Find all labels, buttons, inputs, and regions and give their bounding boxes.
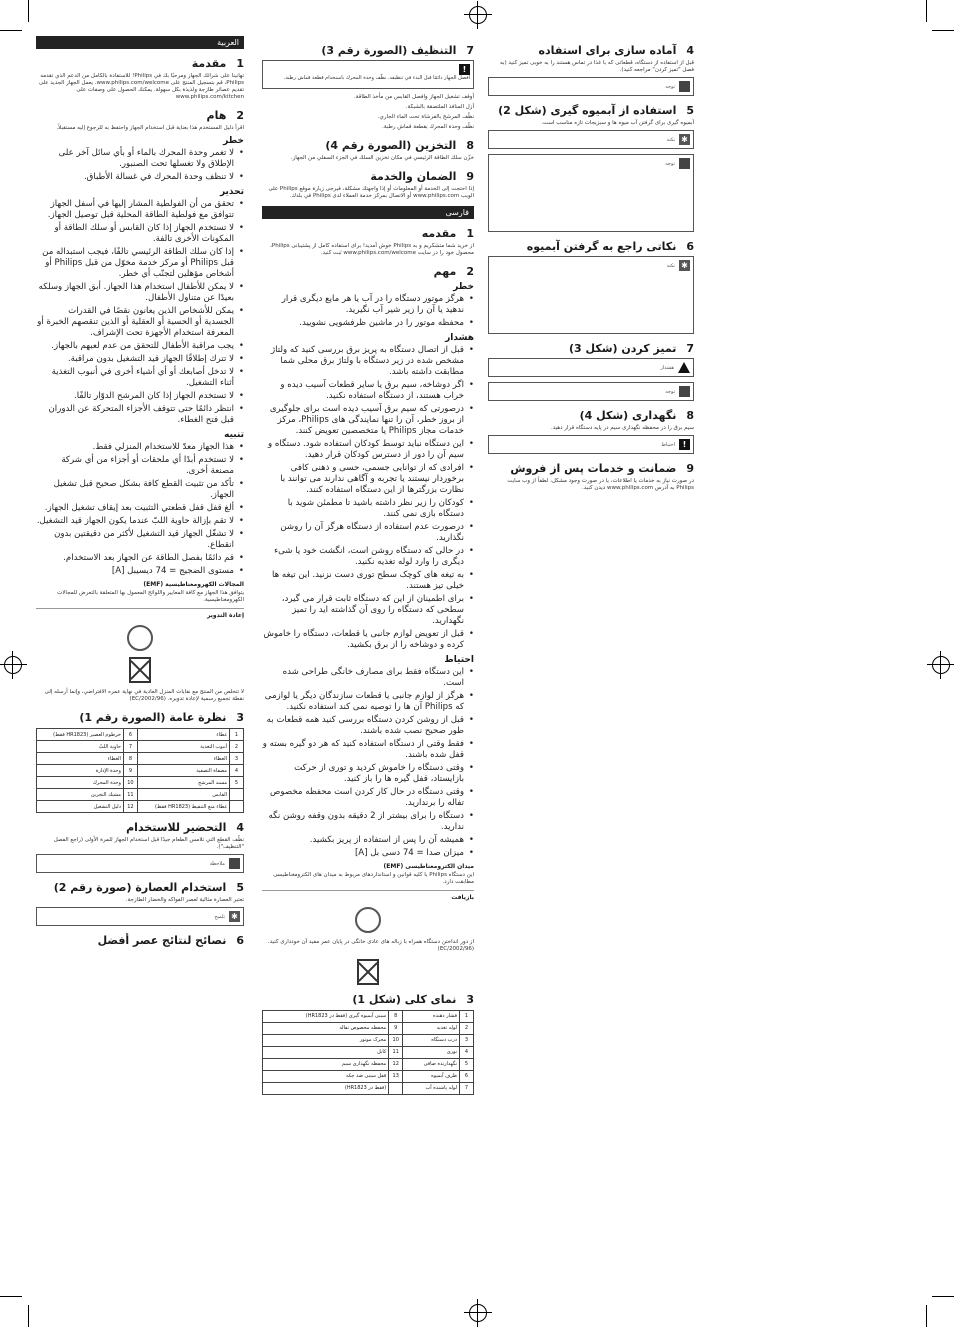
caution-label: احتیاط [444,654,474,665]
note-icon [229,858,240,869]
prep-text: قبل از استفاده از دستگاه، قطعاتی که با غذا در تماس هستند را به خوبی تمیز کنید (به فصل "تمیز کردن" مراجعه کنید). [500,60,694,73]
snowflake-tip-icon: ✱ [229,911,240,922]
clean-step: أوقف تشغيل الجهاز وافصل القابس من مأخذ الطاقة. [354,93,474,100]
section-heading: 8التخزين (الصورة رقم 4) [325,138,474,152]
registration-mark-icon [469,1304,487,1322]
crop-mark [926,0,927,22]
table-row: 3 درب دستگاه 10 محرک موتور [263,1034,474,1046]
caution-item: • ألغ قفل قفل قطعتي التثبيت بعد إيقاف تشغيل الجهاز. [36,503,244,514]
crop-mark [28,0,29,22]
intro-text: از خرید شما متشکریم و به Philips خوش آمدید! برای استفاده کامل از پشتیبانی Philips، محصول خود را در سایت www.philips.com/welcome ثبت کنید. [270,242,474,256]
table-row: 1 فشار دهنده 8 سینی آبمیوه گیری (فقط در HR1823) [263,1010,474,1022]
section-heading: 2هام [206,109,244,122]
note-icon [679,81,690,92]
crop-mark [0,30,22,31]
intro-text: تهانينا على شرائك الجهاز ومرحبًا بك في Philips! للاستفادة بالكامل من الدعم الذي تقدمه Philips، قم بتسجيل المنتج على www.philips.com/welcome. يعمل الجهاز الجديد على تقديم عصائر طازجة ولذيذة بكل سهولة. يمكنك الحصول على وصفات على www.philips.com/kitchen [38,73,244,100]
emf-text: این دستگاه Philips با کلیه قوانین و استانداردهای مربوط به میدان های الکترومغناطیسی مطابقت دارد. [273,871,474,885]
warning-item: • این دستگاه نباید توسط کودکان استفاده شود. دستگاه و سیم آن را دور از دسترس کودکان قرار دهید. [262,439,474,461]
crop-mark [0,1296,22,1297]
warning-item: • درصورت عدم استفاده از دستگاه هرگز آن را روشن نگذارید. [262,522,474,544]
recycle-icon [355,907,381,933]
note-box: توجه [488,382,694,401]
warning-item: • لا تستخدم الجهاز إذا كان المرشح الدوّار تالفًا. [36,391,244,402]
emf-text: يتوافق هذا الجهاز مع كافة المعايير واللوائح المعمول بها المتعلقة بالتعرض للمجالات الكهرومغناطيسية. [57,590,244,603]
table-row: 2 لوله تغذیه 9 محفظه مخصوص تفاله [263,1022,474,1034]
caution-item: • هرگز از لوازم جانبی یا قطعات سازندگان دیگر یا لوازمی که Philips آن ها را توصیه نمی کند استفاده نکنید. [262,691,474,713]
warning-item: • اگر دوشاخه، سیم برق یا سایر قطعات آسیب دیده و خراب هستند، از دستگاه استفاده نکنید. [262,380,474,402]
recycle-text: لا تتخلص من المنتج مع نفايات المنزل العادية في نهاية عمره الافتراضي، وإنما أرسله إلى نقطة تجميع رسمية لإعادة تدويره. (EC/2002/96) [44,689,244,702]
caution-item: • لا تشغّل الجهاز قيد التشغيل لأكثر من دقيقتين بدون انقطاع. [36,529,244,551]
table-row: 5 مسند المرشح 10 وحدة المحرك [37,777,244,789]
caution-item: • میزان صدا = 74 دسی بل [A] [262,848,474,859]
section-heading: 7تمیز کردن (شکل 3) [568,342,694,355]
tips-box: ✱نکته [488,256,694,334]
recycle-text: از دور انداختن دستگاه همراه با زباله های عادی خانگی در پایان عمر مفید آن خودداری کنید. (EC/2002/96) [267,938,474,952]
table-row: غطاء منع التنقيط (HR1823 فقط) 12 دليل التشغيل [37,801,244,813]
warning-item: • قبل از تعویض لوازم جانبی یا قطعات، دستگاه را خاموش کرده و دوشاخه را از برق بکشید. [262,629,474,651]
recycle-icon [127,625,153,651]
warning-item: • لا تستخدم الجهاز إذا كان القابس أو سلك الطاقة أو المكونات الأخرى تالفة. [36,223,244,245]
section-heading: 1مقدمة [191,57,244,70]
table-row: 2 أنبوب التغذية 7 حاوية اللبّ [37,741,244,753]
caution-box [262,60,474,89]
table-row: 4 مصفاة التصفية 9 وحدة الإدارة [37,765,244,777]
language-label: فارسی [262,206,474,219]
note-box: ملاحظة [36,854,244,873]
snowflake-tip-icon: ✱ [679,260,690,271]
caution-icon: ! [459,64,470,75]
overview-table [36,728,244,813]
caution-item: • دستگاه را برای بیشتر از 2 دقیقه بدون وقفه روشن نگه ندارید. [262,811,474,833]
crop-mark [932,30,954,31]
warning-item: • برای اطمینان از این که دستگاه ثابت قرار می گیرد، سطحی که دستگاه را روی آن گذاشته اید را تمیز نگهدارید. [262,594,474,627]
snowflake-tip-icon: ✱ [679,134,690,145]
storage-text: سیم برق را در محفظه نگهداری سیم در پایه دستگاه قرار دهید. [550,425,694,431]
emf-title: المجالات الكهرومغناطيسية (EMF) [143,581,244,588]
prep-text: نظّف القطع التي تلامس الطعام جيدًا قبل استخدام الجهاز للمرة الأولى (راجع الفصل "التنظيف"). [53,837,244,850]
warning-item: • به تیغه های کوچک سطح توری دست نزنید. این تیغه ها خیلی تیز هستند. [262,570,474,592]
section-heading: 6نصائح لنتائج عصر أفضل [97,934,244,947]
section-heading: 4التحضير للاستخدام [126,821,244,834]
danger-label: خطر [223,136,244,146]
tip-box: ✱تلميح [36,907,244,926]
clean-step: أزل المنافذ الملتصقة بالشبكة. [405,103,474,110]
warning-item: • قبل از اتصال دستگاه به پریز برق بررسی کنید که ولتاژ مشخص شده در زیر دستگاه با ولتاژ برق محلی شما مطابقت داشته باشد. [262,345,474,378]
section-heading: 8نگهداری (شکل 4) [579,409,694,422]
middle-column [262,36,474,1099]
warning-item: • لا تترك إطلاقًا الجهاز قيد التشغيل بدون مراقبة. [36,354,244,365]
section-heading: 9الضمان والخدمة [370,169,474,183]
table-row: 4 توری 11 کابل [263,1046,474,1058]
warning-triangle-icon [678,362,690,373]
caution-item: • وقتی دستگاه را خاموش کردید و توری از حرکت بازایستاد، قفل گیره ها را باز کنید. [262,763,474,785]
warning-item: • تحقق من أن الفولطية المشار إليها في أسفل الجهاز تتوافق مع فولطية الطاقة المحلية قبل توصيل الجهاز. [36,199,244,221]
warning-item: • انتظر دائمًا حتى تتوقف الأجزاء المتحركة عن الدوران قبل فتح الغطاء. [36,404,244,426]
registration-mark-icon [932,656,950,674]
caution-item: • مستوى الضجيج = 74 ديسيبل [A] [36,566,244,577]
caution-item: • وقتی دستگاه در حال کار کردن است محفظه مخصوص تفاله را برندارید. [262,787,474,809]
warning-item: • در حالی که دستگاه روشن است، انگشت خود یا شیء دیگری را وارد لوله تغذیه نکنید. [262,546,474,568]
section-heading: 9ضمانت و خدمات پس از فروش [510,462,694,475]
clean-step: نظّف المرشح بالفرشاة تحت الماء الجاري. [377,113,474,120]
warning-item: • کودکان را زیر نظر داشته باشید تا مطمئن شوید با دستگاه بازی نمی کنند. [262,498,474,520]
note-box: توجه [488,77,694,96]
warning-label: هشدار [445,332,474,343]
caution-item: • لا تقم بإزالة حاوية اللبّ عندما يكون الجهاز قيد التشغيل. [36,516,244,527]
emf-title: میدان الکترومغناطیسی (EMF) [383,862,474,870]
table-row: 1 غطاء 6 خرطوم العصير (HR1823 فقط) [37,729,244,741]
crop-mark [932,1296,954,1297]
section-heading: 4آماده سازی برای استفاده [538,44,694,57]
juicer-text: آبمیوه گیری برای گرفتن آب میوه ها و سبزیجات تازه مناسب است. [541,120,694,126]
caution-item: • قبل از روشن کردن دستگاه بررسی کنید همه قطعات به طور صحیح نصب شده باشند. [262,715,474,737]
guarantee-text: إذا احتجت إلى الخدمة أو المعلومات أو إذا واجهتك مشكلة، فيرجى زيارة موقع Philips على الويب www.philips.com أو الاتصال بمركز خدمة العملاء لدى Philips في بلدك. [268,185,474,199]
danger-item: • لا تنظف وحدة المحرك في غسالة الأطباق. [36,172,244,183]
tip-box: ✱نکته [488,130,694,149]
registration-mark-icon [4,656,22,674]
note-box: توجه [488,154,694,232]
danger-label: خطر [453,281,474,292]
crossed-bin-icon [357,959,379,985]
section-heading: 5استخدام العصارة (صورة رقم 2) [53,881,244,894]
danger-item: • لا تغمر وحدة المحرك بالماء أو بأي سائل آخر على الإطلاق ولا تغسلها تحت الصنبور. [36,148,244,170]
caution-icon: ! [679,439,690,450]
caution-item: • هذا الجهاز معدّ للاستخدام المنزلي فقط. [36,442,244,453]
warning-item: • يجب مراقبة الأطفال للتحقق من عدم لعبهم بالجهاز. [36,341,244,352]
storage-text: خزّن سلك الطاقة الرئيسي في مكان تخزين السلك في الجزء السفلي من الجهاز. [290,154,474,161]
section-heading: 3نظرة عامة (الصورة رقم 1) [79,711,244,724]
crop-mark [926,1305,927,1327]
section-heading: 3نمای کلی (شکل 1) [352,992,474,1006]
danger-item: • هرگز موتور دستگاه را در آب یا هر مایع دیگری قرار ندهید یا آن را زیر شیر آب نگیرید. [262,294,474,316]
warning-item: • لا تدخل أصابعك أو أي أشياء أخرى في أنبوب التغذية أثناء التشغيل. [36,367,244,389]
farsi-column [488,36,694,495]
juicer-text: تعتبر العصارة مثالية لعصر الفواكه والخضار الطازجة. [125,897,244,903]
section-heading: 6نکاتی راجع به گرفتن آبمیوه [526,240,694,253]
language-label: العربية [36,36,244,49]
table-row: 5 نگهدارنده صافی 12 محفظه نگهداری سیم [263,1058,474,1070]
crossed-bin-icon [129,657,151,683]
warning-item: • إذا كان سلك الطاقة الرئيسي تالفًا، فيجب استبداله من قبل Philips أو مركز خدمة مخوّل من قبل Philips أو أشخاص مؤهلين لتجنّب أي خطر. [36,247,244,280]
warning-item: • لا يمكن للأطفال استخدام هذا الجهاز. أبق الجهاز وسلكه بعيدًا عن متناول الأطفال. [36,282,244,304]
note-icon [679,386,690,397]
section-heading: 2مهم [433,264,474,278]
clean-step: نظّف وحدة المحرك بقطعة قماش رطبة. [382,123,474,130]
guarantee-text: در صورت نیاز به خدمات یا اطلاعات، یا در صورت وجود مشکل، لطفاً از وب سایت Philips به آدرس www.philips.com دیدن کنید. [507,478,694,491]
registration-mark-icon [469,6,487,24]
section-heading: 1مقدمه [421,226,474,240]
note-icon [679,158,690,169]
warning-label: تحذير [219,187,244,197]
table-row: 3 الغطاء 8 الغطاء [37,753,244,765]
table-row: 7 لوله پاشنده آب (فقط در HR1823) [263,1082,474,1094]
clean-text: افصل الجهاز دائمًا قبل البدء في تنظيفه. نظّف وحدة المحرك باستخدام قطعة قماش رطبة. [283,75,470,81]
caution-item: • همیشه آن را پس از استفاده از پریز بکشید. [262,835,474,846]
warning-box: هشدار [488,358,694,377]
crop-mark [28,1305,29,1327]
caution-item: • قم دائمًا بفصل الطاقة عن الجهاز بعد الاستخدام. [36,553,244,564]
caution-box: !احتیاط [488,435,694,454]
caution-item: • فقط وقتی از دستگاه استفاده کنید که هر دو گیره بسته و قفل شده باشند. [262,739,474,761]
caution-item: • لا تستخدم أبدًا أي ملحقات أو أجزاء من أي شركة مصنعة أخرى. [36,455,244,477]
arabic-column [36,36,244,950]
warning-item: • درصورتی که سیم برق آسیب دیده است برای جلوگیری از بروز خطر، آن را تنها نمایندگی های Philips، مرکز خدمات مجاز Philips یا متخصصین تعویض کنند. [262,404,474,437]
danger-item: • محفظه موتور را در ماشین ظرفشویی نشویید. [262,318,474,329]
warning-item: • افرادی که از توانایی جسمی، حسی و ذهنی کافی برخوردار نیستند یا تجربه و آگاهی ندارند می توانند با نظارت بزرگترها از این دستگاه استفاده کنند. [262,463,474,496]
section-heading: 5استفاده از آبمیوه گیری (شکل 2) [498,104,694,117]
recycle-label: إعادة التدوير [36,608,244,619]
section-heading: 7التنظيف (الصورة رقم 3) [321,44,474,57]
table-row: 6 ظرف آبمیوه 13 قفل سینی ضد چکه [263,1070,474,1082]
important-intro: اقرأ دليل المستخدم هذا بعناية قبل استخدام الجهاز واحتفظ به للرجوع إليه مستقبلاً. [56,125,244,131]
warning-item: • يمكن للأشخاص الذين يعانون نقصًا في القدرات الجسدية أو الحسية أو العقلية أو الذين تنقصهم الخبرة أو المعرفة استخدام الأجهزة تحت الإشراف. [36,306,244,339]
overview-table [262,1010,474,1095]
caution-item: • تأكد من تثبيت القطع كافة بشكل صحيح قبل تشغيل الجهاز. [36,479,244,501]
caution-label: تنبيه [224,430,244,440]
recycle-label: بازیافت [262,890,474,901]
table-row: القابس 11 مشبك التخزين [37,789,244,801]
caution-item: • این دستگاه فقط برای مصارف خانگی طراحی شده است. [262,667,474,689]
